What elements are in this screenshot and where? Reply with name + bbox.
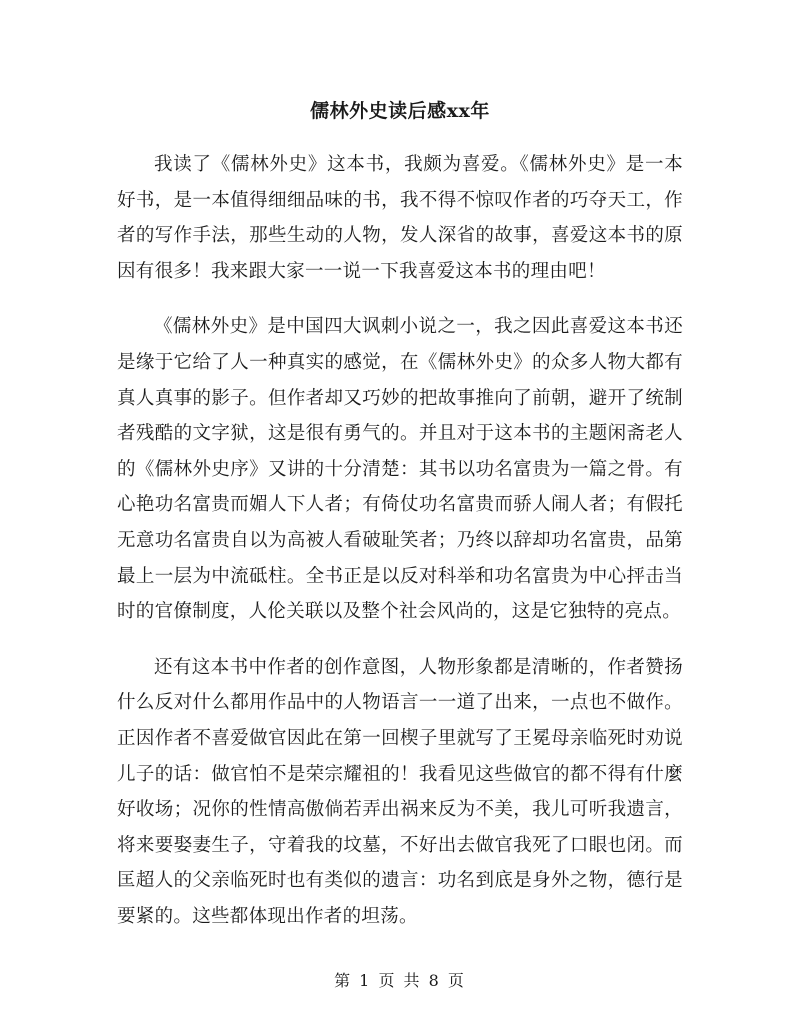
paragraph-2: 《儒林外史》是中国四大讽刺小说之一，我之因此喜爱这本书还是缘于它给了人一种真实的感觉，在《儒林外史》的众多人物大都有真人真事的影子。但作者却又巧妙的把故事推向了前朝，避开了统制者残酷的文字狱，这是很有勇气的。并且对于这本书的主题闲斋老人的《儒林外史序》又讲的十分清楚：其书以功名富贵为一篇之骨。有心艳功名富贵而媚人下人者；有倚仗功名富贵而骄人闹人者；有假托无意功名富贵自以为高被人看破耻笑者；乃终以辞却功名富贵，品第最上一层为中流砥柱。全书正是以反对科举和功名富贵为中心抨击当时的官僚制度，人伦关联以及整个社会风尚的，这是它独特的亮点。 — [117, 316, 683, 623]
page-number-footer: 第 1 页 共 8 页 — [334, 971, 466, 990]
paragraph-3: 还有这本书中作者的创作意图，人物形象都是清晰的，作者赞扬什么反对什么都用作品中的人物语言一一道了出来，一点也不做作。正因作者不喜爱做官因此在第一回楔子里就写了王冕母亲临死时劝说儿子的话：做官怕不是荣宗耀祖的！我看见这些做官的都不得有什麼好收场；况你的性情高傲倘若弄出祸来反为不美，我儿可听我遗言，将来要娶妻生子，守着我的坟墓，不好出去做官我死了口眼也闭。而匡超人的父亲临死时也有类似的遗言：功名到底是身外之物，德行是要紧的。这些都体现出作者的坦荡。 — [117, 656, 683, 927]
paragraph-1: 我读了《儒林外史》这本书，我颇为喜爱。《儒林外史》是一本好书，是一本值得细细品味的书，我不得不惊叹作者的巧夺天工，作者的写作手法，那些生动的人物，发人深省的故事，喜爱这本书的原因有很多！我来跟大家一一说一下我喜爱这本书的理由吧！ — [117, 154, 683, 282]
document-body — [117, 147, 683, 954]
document-title: 儒林外史读后感xx年 — [310, 100, 490, 122]
